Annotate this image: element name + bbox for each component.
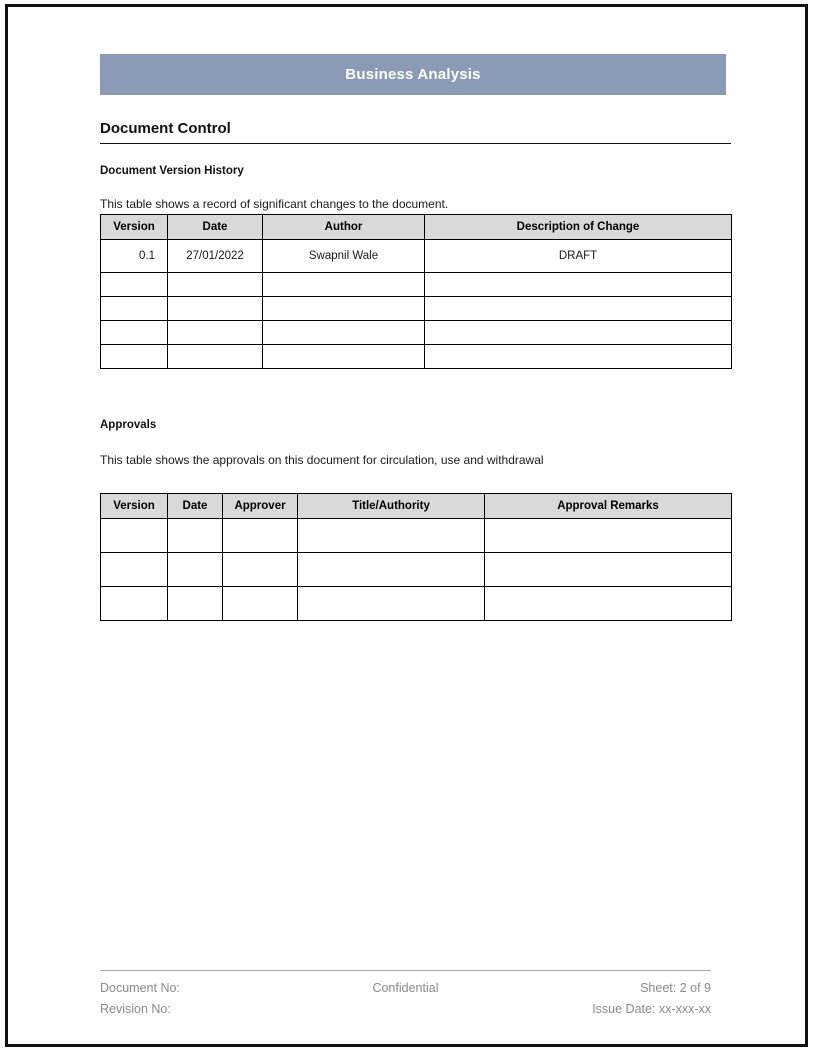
- cell-date[interactable]: 27/01/2022: [168, 240, 263, 273]
- cell-description[interactable]: [425, 273, 732, 297]
- column-header-description: Description of Change: [425, 215, 732, 240]
- table-row: [101, 519, 732, 553]
- cell-title-authority[interactable]: [298, 553, 485, 587]
- cell-author[interactable]: [263, 297, 425, 321]
- document-page-border: [5, 4, 808, 1047]
- subheading-document-version-history: Document Version History: [100, 165, 244, 177]
- footer-sheet-number: Sheet: 2 of 9: [640, 981, 711, 995]
- table-row: [101, 240, 732, 273]
- cell-version[interactable]: [101, 321, 168, 345]
- cell-author[interactable]: [263, 345, 425, 369]
- footer-confidential: Confidential: [372, 981, 439, 995]
- footer-row-top: [100, 978, 711, 999]
- cell-date[interactable]: [168, 297, 263, 321]
- cell-description[interactable]: DRAFT: [425, 240, 732, 273]
- cell-date[interactable]: [168, 345, 263, 369]
- cell-author[interactable]: Swapnil Wale: [263, 240, 425, 273]
- document-title-banner: [100, 54, 726, 95]
- table-row: [101, 273, 732, 297]
- cell-author[interactable]: [263, 273, 425, 297]
- table-row: [101, 321, 732, 345]
- cell-description[interactable]: [425, 345, 732, 369]
- column-header-approver: Approver: [223, 494, 298, 519]
- cell-date[interactable]: [168, 273, 263, 297]
- cell-version[interactable]: 0.1: [101, 240, 168, 273]
- document-title: Business Analysis: [345, 66, 481, 83]
- cell-description[interactable]: [425, 297, 732, 321]
- footer-document-no: Document No:: [100, 981, 180, 995]
- column-header-author: Author: [263, 215, 425, 240]
- cell-date[interactable]: [168, 321, 263, 345]
- column-header-title-authority: Title/Authority: [298, 494, 485, 519]
- version-history-description: This table shows a record of significant changes to the document.: [100, 197, 449, 211]
- footer-revision-no: Revision No:: [100, 1002, 171, 1016]
- cell-date[interactable]: [168, 519, 223, 553]
- cell-approver[interactable]: [223, 519, 298, 553]
- cell-approver[interactable]: [223, 587, 298, 621]
- footer-row-bottom: [100, 999, 711, 1020]
- approvals-table: [100, 493, 732, 621]
- table-row: [101, 553, 732, 587]
- cell-approver[interactable]: [223, 553, 298, 587]
- page-footer: [100, 970, 711, 1020]
- section-heading-document-control: Document Control: [100, 120, 731, 144]
- version-history-table: [100, 214, 732, 369]
- cell-version[interactable]: [101, 273, 168, 297]
- column-header-date: Date: [168, 215, 263, 240]
- cell-version[interactable]: [101, 297, 168, 321]
- cell-approval-remarks[interactable]: [485, 519, 732, 553]
- cell-approval-remarks[interactable]: [485, 553, 732, 587]
- cell-version[interactable]: [101, 519, 168, 553]
- table-row: [101, 345, 732, 369]
- subheading-approvals: Approvals: [100, 419, 157, 431]
- column-header-version: Version: [101, 215, 168, 240]
- table-header-row: [101, 215, 732, 240]
- approvals-description: This table shows the approvals on this document for circulation, use and withdrawal: [100, 453, 544, 467]
- column-header-date: Date: [168, 494, 223, 519]
- footer-issue-date: Issue Date: xx-xxx-xx: [592, 1002, 711, 1016]
- cell-date[interactable]: [168, 553, 223, 587]
- column-header-version: Version: [101, 494, 168, 519]
- table-row: [101, 587, 732, 621]
- cell-title-authority[interactable]: [298, 519, 485, 553]
- cell-author[interactable]: [263, 321, 425, 345]
- cell-version[interactable]: [101, 345, 168, 369]
- footer-spacer: [304, 999, 508, 1020]
- document-page: [8, 7, 805, 1044]
- column-header-approval-remarks: Approval Remarks: [485, 494, 732, 519]
- cell-title-authority[interactable]: [298, 587, 485, 621]
- cell-approval-remarks[interactable]: [485, 587, 732, 621]
- cell-description[interactable]: [425, 321, 732, 345]
- cell-version[interactable]: [101, 587, 168, 621]
- cell-version[interactable]: [101, 553, 168, 587]
- table-row: [101, 297, 732, 321]
- table-header-row: [101, 494, 732, 519]
- cell-date[interactable]: [168, 587, 223, 621]
